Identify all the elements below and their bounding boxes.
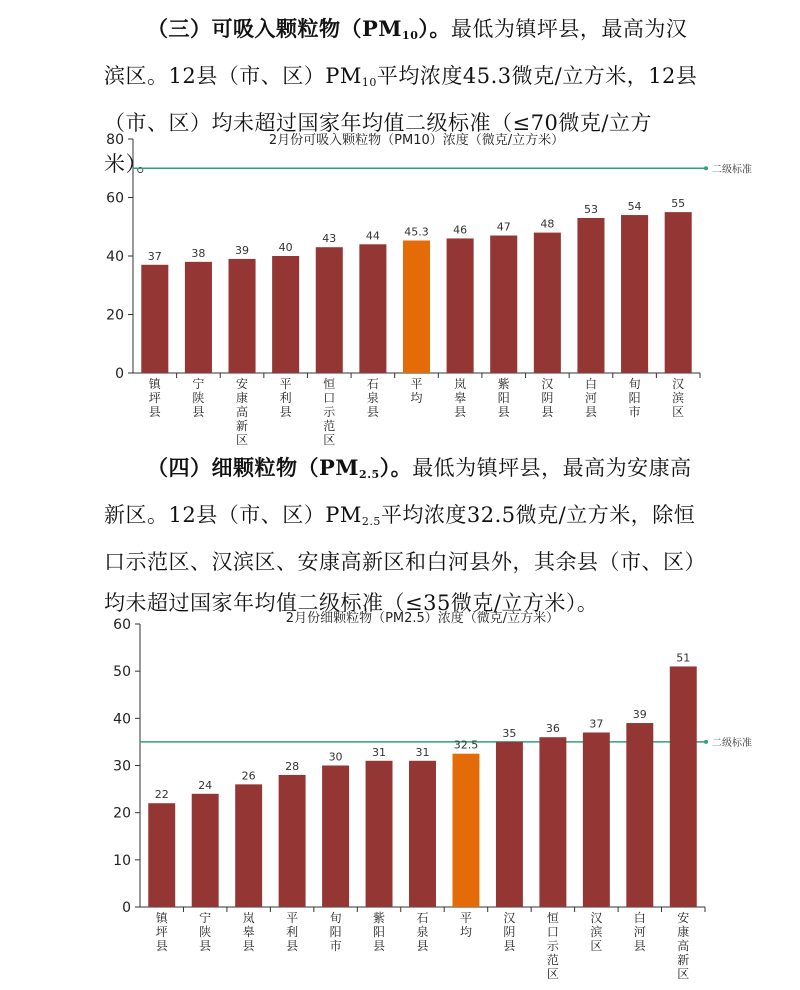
bar <box>539 737 566 907</box>
x-tick-label: 镇坪县 <box>148 377 161 419</box>
data-label: 51 <box>676 651 691 665</box>
x-tick-label: 石泉县 <box>366 377 379 419</box>
chart-title: 2月份细颗粒物（PM2.5）浓度（微克/立方米） <box>285 611 560 626</box>
x-tick-label: 紫阳县 <box>373 911 386 953</box>
data-label: 35 <box>502 726 517 740</box>
x-tick-label: 汉滨区 <box>672 377 685 419</box>
data-label: 47 <box>496 220 511 234</box>
y-tick-label: 40 <box>106 249 124 265</box>
bar <box>490 236 517 373</box>
data-label: 55 <box>671 197 686 211</box>
x-tick-label: 白河县 <box>584 377 597 419</box>
x-tick-label: 安康高新区 <box>677 911 690 981</box>
reference-line-label: 二级标准 <box>712 737 752 749</box>
x-tick-label: 安康高新区 <box>236 377 249 447</box>
x-tick-label: 旬阳市 <box>329 911 342 953</box>
y-tick-label: 10 <box>113 852 131 869</box>
bar <box>452 754 479 907</box>
bar <box>403 240 430 373</box>
bar <box>192 794 219 907</box>
bar <box>496 742 523 907</box>
data-label: 28 <box>285 759 300 773</box>
x-tick-label: 平利县 <box>286 911 299 953</box>
section-pm25-paragraph <box>104 447 704 624</box>
reference-line-marker <box>704 166 708 170</box>
y-tick-label: 30 <box>113 758 131 775</box>
bar <box>316 247 343 373</box>
data-label: 26 <box>241 769 256 783</box>
section-pm25-heading: （四）细颗粒物$(PM_{2.5})$。 <box>147 455 413 481</box>
data-label: 44 <box>365 229 380 243</box>
x-tick-label: 恒口示范区 <box>546 911 559 981</box>
x-tick-label: 恒口示范区 <box>323 377 336 447</box>
data-label: 30 <box>328 750 343 764</box>
data-label: 24 <box>198 778 213 792</box>
bar <box>148 803 175 907</box>
data-label: 38 <box>191 246 206 260</box>
data-label: 37 <box>589 717 604 731</box>
bar <box>626 723 653 907</box>
bar <box>141 265 168 373</box>
x-tick-label: 白河县 <box>633 911 646 953</box>
y-tick-label: 60 <box>113 617 131 633</box>
y-tick-label: 50 <box>113 664 131 681</box>
y-tick-label: 20 <box>106 307 124 324</box>
x-tick-label: 平均 <box>459 911 472 939</box>
bar <box>359 244 386 373</box>
data-label: 46 <box>453 223 468 237</box>
bar <box>583 732 610 907</box>
data-label: 45.3 <box>404 225 429 239</box>
bar <box>670 666 697 907</box>
y-tick-label: 80 <box>106 132 124 148</box>
y-tick-label: 40 <box>113 711 131 728</box>
bar <box>235 784 262 907</box>
x-tick-label: 宁陕县 <box>199 911 212 953</box>
bar <box>534 233 561 373</box>
data-label: 48 <box>540 217 555 231</box>
x-tick-label: 汉阴县 <box>503 911 516 953</box>
reference-line-marker <box>704 740 708 744</box>
section-pm10-heading: （三）可吸入颗粒物$(PM_{10})$。 <box>147 16 451 42</box>
y-tick-label: 0 <box>115 366 124 382</box>
y-tick-label: 0 <box>122 900 131 916</box>
reference-line-label: 二级标准 <box>712 164 752 176</box>
bar <box>665 212 692 373</box>
data-label: 32.5 <box>453 738 479 752</box>
pm25-bar-chart <box>0 605 800 990</box>
x-tick-label: 平均 <box>410 377 423 405</box>
bar <box>447 238 474 373</box>
data-label: 43 <box>322 232 337 246</box>
data-label: 40 <box>278 241 293 254</box>
data-label: 39 <box>235 243 250 257</box>
bar <box>366 761 393 907</box>
x-tick-label: 汉阴县 <box>541 377 554 419</box>
data-label: 53 <box>583 202 598 216</box>
data-label: 31 <box>415 745 430 759</box>
pm10-bar-chart <box>0 125 800 450</box>
section-pm10-text: 最低为镇坪县，最高为汉滨区。12县（市、区）$PM_{10}$平均浓度45.3微克/立方米，12县（市、区）均未超过国家年均值二级标准（≤70微克/立方米）。 <box>104 17 698 176</box>
x-tick-label: 平利县 <box>279 377 292 419</box>
bar <box>272 256 299 373</box>
bar <box>185 262 212 373</box>
y-tick-label: 60 <box>106 190 124 207</box>
bar <box>409 761 436 907</box>
bar <box>322 766 349 908</box>
bar <box>621 215 648 373</box>
x-tick-label: 宁陕县 <box>192 377 205 419</box>
x-tick-label: 旬阳市 <box>628 377 641 419</box>
bar <box>229 259 256 373</box>
bar <box>577 218 604 373</box>
x-tick-label: 岚皋县 <box>454 377 467 419</box>
data-label: 31 <box>372 745 387 759</box>
data-label: 36 <box>545 722 560 736</box>
bar <box>279 775 306 907</box>
data-label: 37 <box>147 249 162 263</box>
x-tick-label: 汉滨区 <box>590 911 603 953</box>
data-label: 39 <box>632 708 647 722</box>
section-pm25-text: 最低为镇坪县，最高为安康高新区。12县（市、区）$PM_{2.5}$平均浓度32.5微克/立方米，除恒口示范区、汉滨区、安康高新区和白河县外，其余县（市、区）均未超过国家年均值二级标准（≤35微克/立方米）。 <box>104 456 696 615</box>
x-tick-label: 石泉县 <box>416 911 429 953</box>
x-tick-label: 紫阳县 <box>497 377 510 419</box>
chart-title: 2月份可吸入颗粒物（PM10）浓度（微克/立方米） <box>268 133 565 148</box>
data-label: 22 <box>154 788 169 802</box>
x-tick-label: 镇坪县 <box>155 911 168 953</box>
data-label: 54 <box>627 200 642 214</box>
x-tick-label: 岚皋县 <box>242 911 255 953</box>
y-tick-label: 20 <box>113 805 131 822</box>
